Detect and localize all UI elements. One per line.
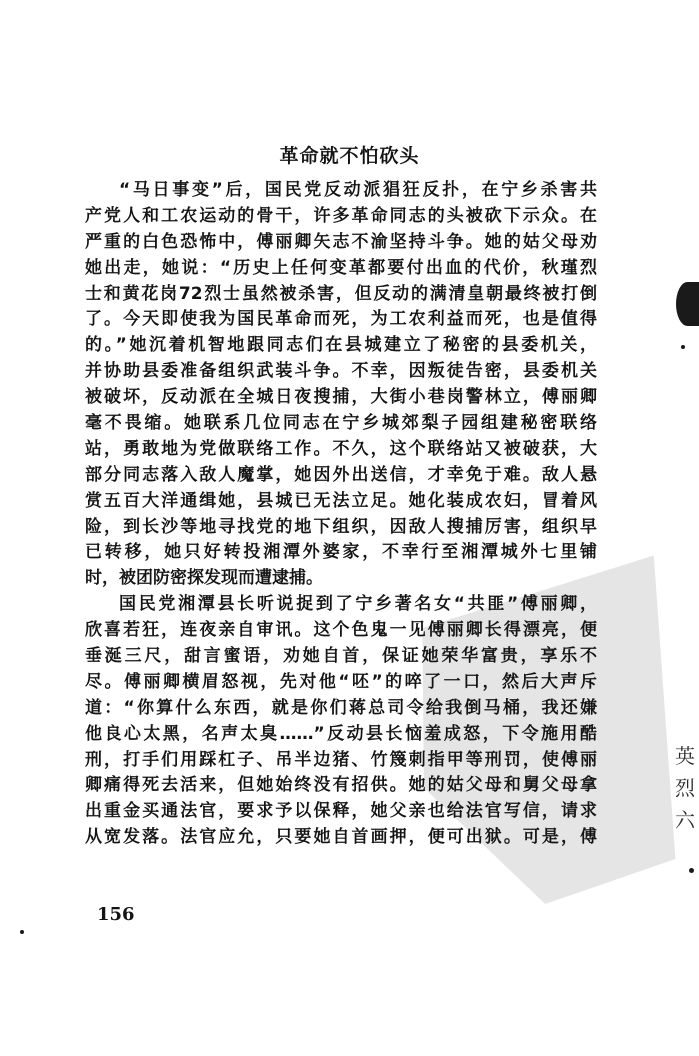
text-line: 刑，打手们用踩杠子、吊半边猪、竹篾刺指甲等刑罚，使傅丽 — [85, 749, 597, 770]
text-line: 他良心太黑，名声太臭……”反动县长恼羞成怒，下令施用酷 — [85, 723, 597, 744]
text-line: 欣喜若狂，连夜亲自审讯。这个色鬼一见傅丽卿长得漂亮，便 — [85, 620, 597, 641]
text-line: 站，勇敢地为党做联络工作。不久，这个联络站又被破获，大 — [85, 438, 597, 459]
text-line: 她出走，她说：“历史上任何变革都要付出血的代价，秋瑾烈 — [85, 257, 597, 278]
text-line: 道：“你算什么东西，就是你们蒋总司令给我倒马桶，我还嫌 — [85, 697, 597, 718]
text-line: 卿痛得死去活来，但她始终没有招供。她的姑父母和舅父母拿 — [85, 775, 597, 796]
text-line: 尽。傅丽卿横眉怒视，先对他“呸”的啐了一口，然后大声斥 — [85, 671, 597, 692]
text-line: 士和黄花岗72烈士虽然被杀害，但反动的满清皇朝最终被打倒 — [85, 283, 597, 304]
body-text — [85, 178, 597, 851]
scan-artifact-blob — [676, 282, 699, 326]
text-line: 时，被团防密探发现而遭逮捕。 — [85, 568, 323, 589]
text-line: 毫不畏缩。她联系几位同志在宁乡城郊梨子园组建秘密联络 — [85, 413, 597, 434]
text-line: 险，到长沙等地寻找党的地下组织，因敌人搜捕厉害，组织早 — [85, 516, 597, 537]
scan-artifact-dot — [689, 868, 694, 873]
text-line: 垂涎三尺，甜言蜜语，劝她自首，保证她荣华富贵，享乐不 — [85, 646, 597, 667]
chapter-heading: 革命就不怕砍头 — [279, 145, 420, 167]
text-line: “马日事变”后，国民党反动派猖狂反扑，在宁乡杀害共 — [119, 180, 597, 200]
text-line: 了。今天即使我为国民革命而死，为工农利益而死，也是值得 — [85, 309, 597, 330]
text-line: 赏五百大洋通缉她，县城已无法立足。她化装成农妇，冒着风 — [85, 490, 597, 511]
text-line: 出重金买通法官，要求予以保释，她父亲也给法官写信，请求 — [85, 801, 597, 822]
scan-artifact-dot — [681, 345, 685, 349]
text-line: 产党人和工农运动的骨干，许多革命同志的头被砍下示众。在 — [85, 205, 597, 226]
text-line: 并协助县委准备组织武装斗争。不幸，因叛徒告密，县委机关 — [85, 361, 597, 382]
scan-artifact-dot — [20, 930, 24, 934]
page-number: 156 — [97, 904, 135, 925]
text-line: 从宽发落。法官应允，只要她自首画押，便可出狱。可是，傅 — [85, 827, 597, 848]
text-line: 的。”她沉着机智地跟同志们在县城建立了秘密的县委机关， — [85, 335, 597, 356]
margin-bleed-text: 英烈六 — [675, 744, 695, 832]
text-line: 被破坏，反动派在全城日夜搜捕，大街小巷岗警林立，傅丽卿 — [85, 387, 597, 408]
text-line: 部分同志落入敌人魔掌，她因外出送信，才幸免于难。敌人悬 — [85, 464, 597, 485]
text-line: 严重的白色恐怖中，傅丽卿矢志不渝坚持斗争。她的姑父母劝 — [85, 231, 597, 252]
text-line: 国民党湘潭县长听说捉到了宁乡著名女“共匪”傅丽卿， — [119, 594, 597, 615]
text-line: 已转移，她只好转投湘潭外婆家，不幸行至湘潭城外七里铺 — [85, 542, 597, 563]
